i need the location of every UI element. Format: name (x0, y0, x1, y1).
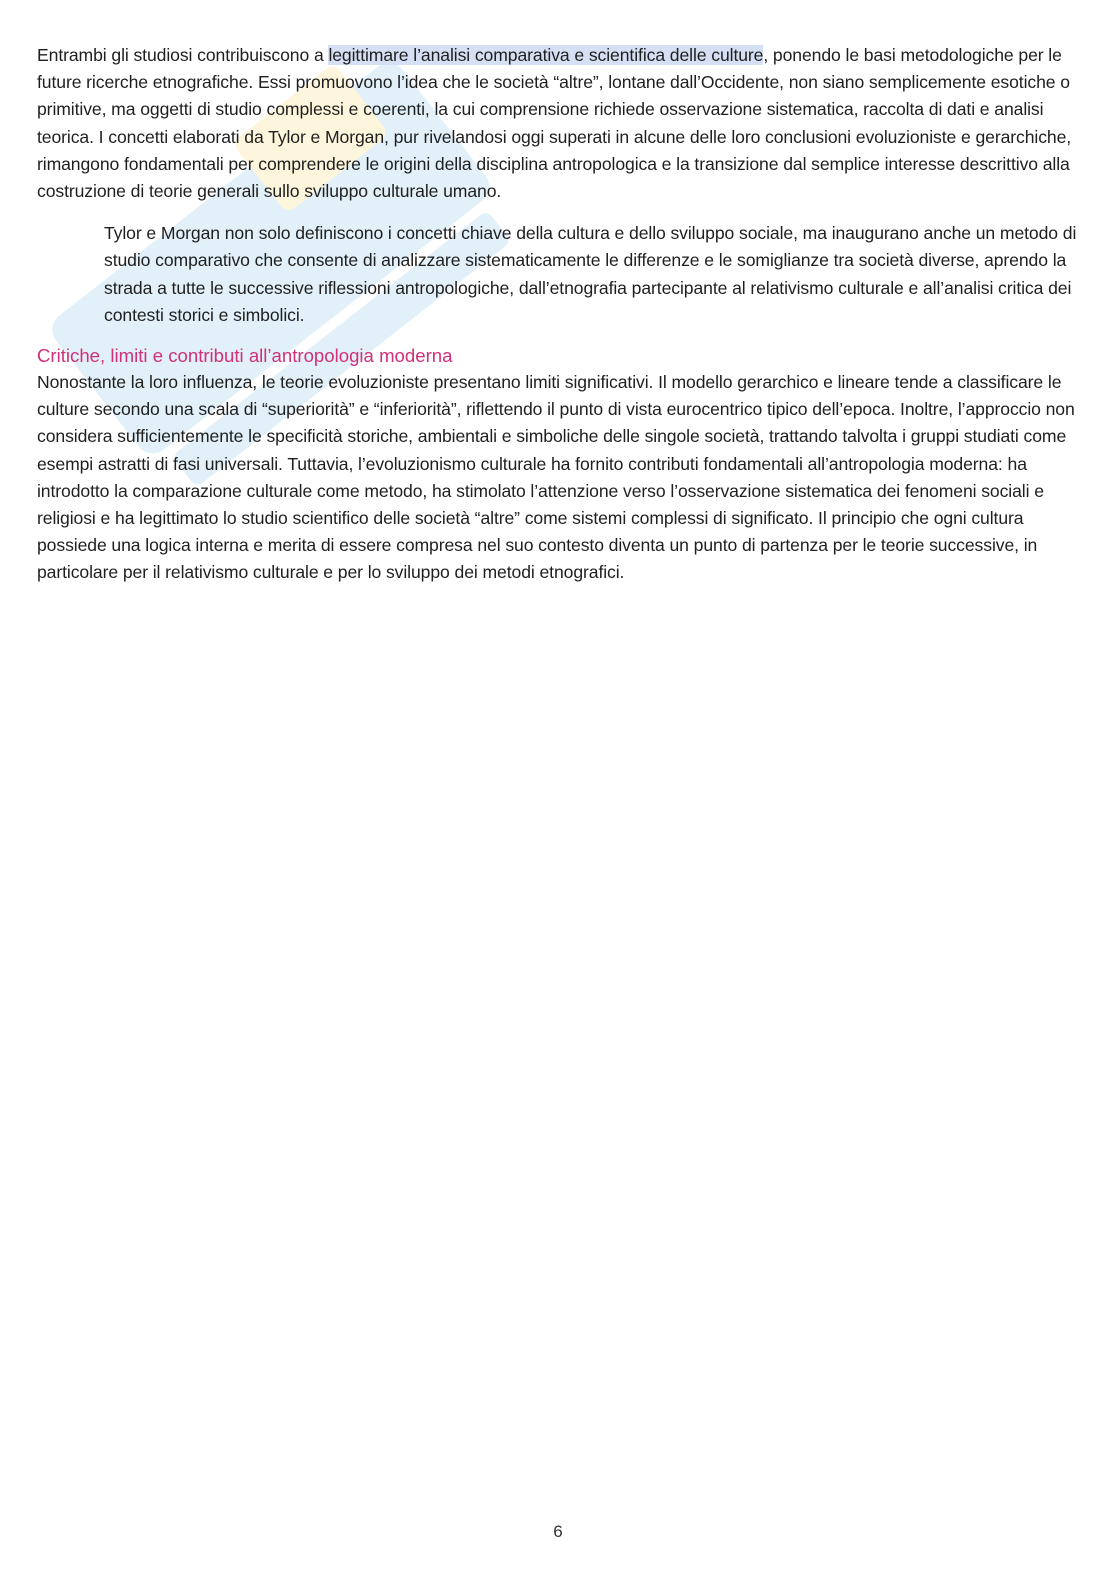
intro-paragraph (37, 42, 1079, 205)
page-number: 6 (553, 1522, 563, 1541)
intro-text-end: , ponendo le basi metodologiche per le future ricerche etnografiche. Essi promuovono l’idea che le società “altre”, lontane dall’Occidente, non siano semplicemente esotiche o primitive, ma oggetti di studio complessi e coerenti, la cui comprensione richiede osservazione sistematica, raccolta di dati e analisi teorica. I concetti elaborati da Tylor e Morgan, pur rivelandosi oggi superati in alcune delle loro conclusioni evoluzioniste e gerarchiche, rimangono fondamentali per comprendere le origini della disciplina antropologica e la transizione dal semplice interesse descrittivo alla costruzione di teorie generali sullo sviluppo culturale umano. (37, 45, 1072, 202)
intro-text-start: Entrambi gli studiosi contribuiscono a (37, 45, 329, 65)
section-heading: Critiche, limiti e contributi all’antropologia moderna (37, 345, 453, 367)
highlighted-text: legittimare l’analisi comparativa e scientifica delle culture (328, 45, 764, 65)
document-page (37, 42, 1079, 587)
section-body: Nonostante la loro influenza, le teorie evoluzioniste presentano limiti significativi. Il modello gerarchico e lineare tende a classificare le culture secondo una scala di “superiorità” e “inferiorità”, riflettendo il punto di vista eurocentrico tipico dell’epoca. Inoltre, l’approccio non considera sufficientemente le specificità storiche, ambientali e simboliche delle singole società, trattando talvolta i gruppi studiati come esempi astratti di fasi universali. Tuttavia, l’evoluzionismo culturale ha fornito contributi fondamentali all’antropologia moderna: ha introdotto la comparazione culturale come metodo, ha stimolato l’attenzione verso l’osservazione sistematica dei fenomeni sociali e religiosi e ha legittimato lo studio scientifico delle società “altre” come sistemi complessi di significato. Il principio che ogni cultura possiede una logica interna e merita di essere compresa nel suo contesto diventa un punto di partenza per le teorie successive, in particolare per il relativismo culturale e per lo sviluppo dei metodi etnografici. (37, 372, 1075, 583)
indented-quote: Tylor e Morgan non solo definiscono i concetti chiave della cultura e dello sviluppo sociale, ma inaugurano anche un metodo di studio comparativo che consente di analizzare sistematicamente le differenze e le somiglianze tra società diverse, aprendo la strada a tutte le successive riflessioni antropologiche, dall’etnografia partecipante al relativismo culturale e all’analisi critica dei contesti storici e simbolici. (104, 223, 1077, 325)
